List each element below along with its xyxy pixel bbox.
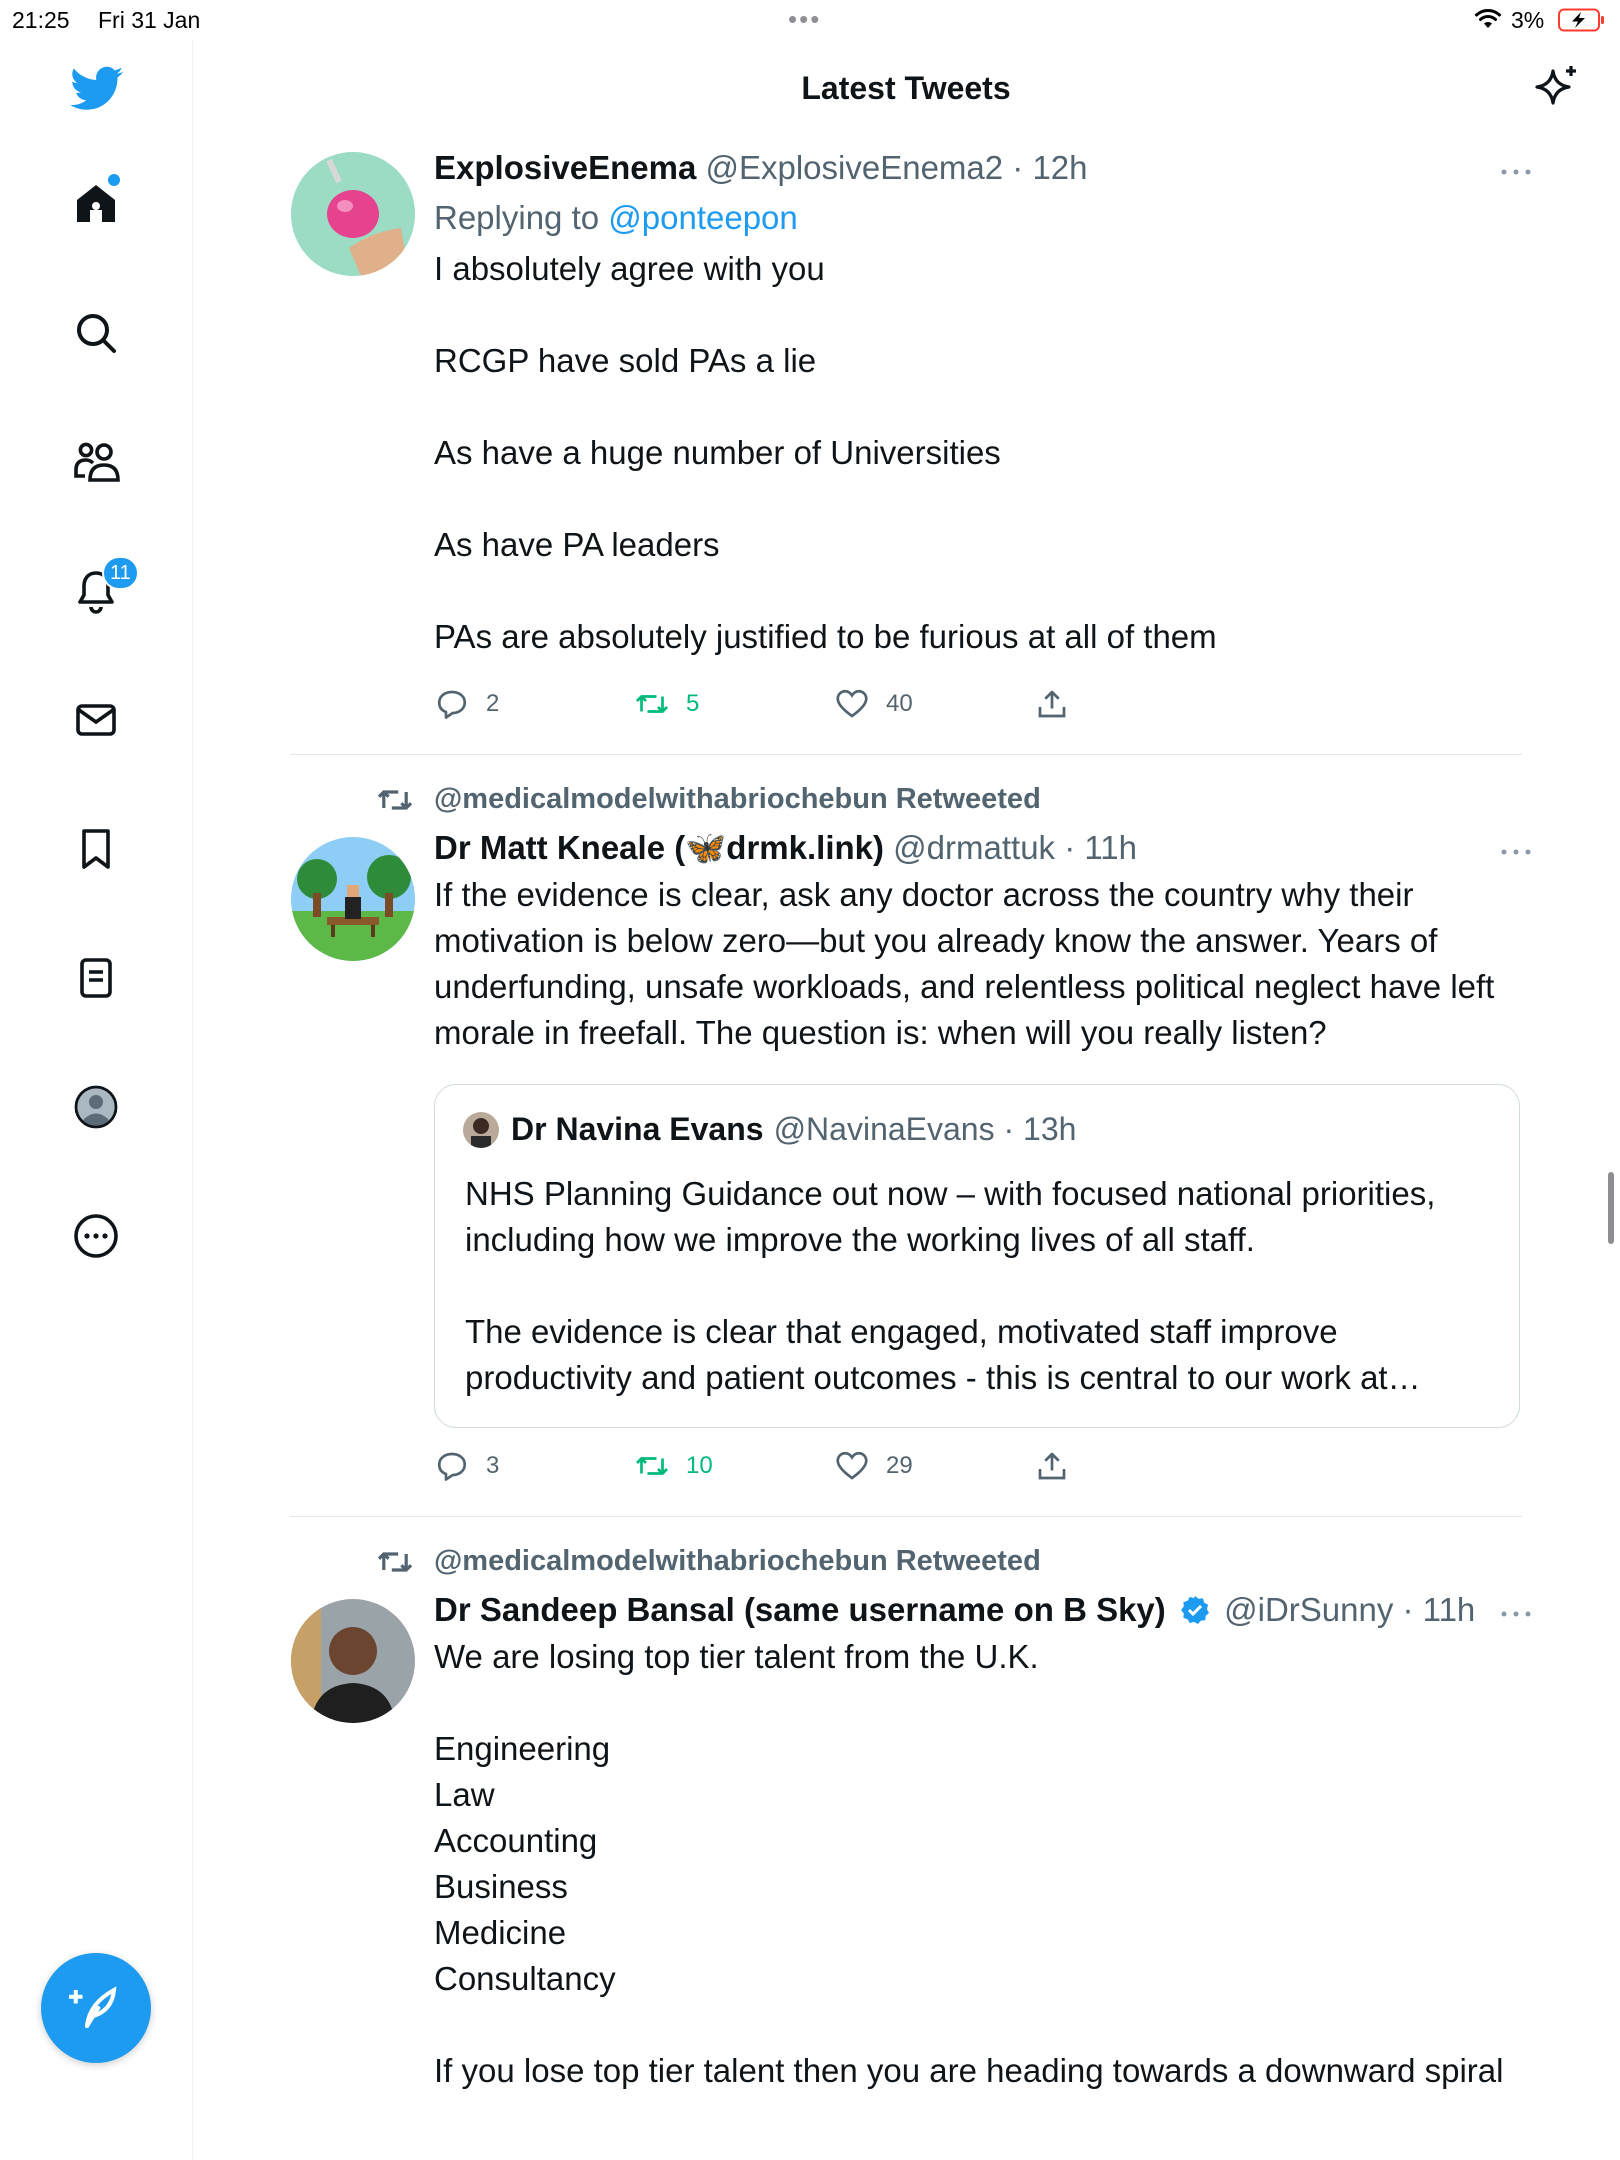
more-circle-icon <box>72 1212 120 1260</box>
reply-button[interactable] <box>434 1446 499 1486</box>
compose-feather-icon <box>69 1981 123 2035</box>
tweet-text: We are losing top tier talent from the U.K. Engineering Law Accounting Business Medicine Consultancy If you lose top tier talent then you are heading towards a downward spiral <box>434 1638 1504 2089</box>
retweeted-by[interactable]: @medicalmodelwithabriochebun Retweeted <box>434 1545 1041 1577</box>
share-icon <box>1034 686 1070 722</box>
replying-to-mention[interactable]: @ponteepon <box>608 199 798 236</box>
reply-count: 2 <box>486 690 500 717</box>
more-options-icon[interactable] <box>1496 162 1536 182</box>
replying-to-label: Replying to <box>434 199 609 236</box>
sidebar-item-bookmarks[interactable] <box>68 821 124 877</box>
avatar[interactable] <box>291 837 415 961</box>
verified-badge-icon <box>1179 1594 1211 1626</box>
like-count: 29 <box>886 1452 913 1479</box>
author-name[interactable]: Dr Matt Kneale (🦋drmk.link) <box>434 829 884 866</box>
status-time: 21:25 <box>12 7 70 33</box>
heart-icon <box>834 1448 870 1484</box>
sidebar <box>0 40 193 2160</box>
retweet-button[interactable] <box>634 1446 713 1486</box>
bookmark-icon <box>72 825 120 873</box>
pixel-park-avatar-icon <box>291 837 415 961</box>
more-options-icon[interactable] <box>1496 842 1536 862</box>
like-count: 40 <box>886 690 913 717</box>
retweet-icon <box>634 686 670 722</box>
battery-percent: 3% <box>1511 7 1545 33</box>
tweet-actions <box>434 1446 1134 1486</box>
notifications-badge: 11 <box>102 556 139 590</box>
sidebar-item-lists[interactable] <box>68 950 124 1006</box>
status-date: Fri 31 Jan <box>98 7 201 33</box>
tweet-text: I absolutely agree with you RCGP have sold PAs a lie As have a huge number of Universities As have PA leaders PAs are absolutely justified to be furious at all of them <box>434 250 1217 655</box>
avatar[interactable] <box>291 1599 415 1723</box>
retweeted-icon <box>374 784 416 816</box>
quoted-author-name: Dr Navina Evans <box>511 1111 764 1147</box>
share-icon <box>1034 1448 1070 1484</box>
enema-bulb-avatar-icon <box>291 152 415 276</box>
sidebar-item-communities[interactable] <box>68 434 124 490</box>
quoted-tweet[interactable] <box>434 1084 1520 1428</box>
retweeted-by[interactable]: @medicalmodelwithabriochebun Retweeted <box>434 783 1041 815</box>
reply-icon <box>434 1448 470 1484</box>
retweet-icon <box>634 1448 670 1484</box>
tweet-text: If the evidence is clear, ask any doctor across the country why their motivation is below zero—but you already know the answer. Years of underfunding, unsafe workloads, and relentless political neglect have left morale in freefall. The question is: when will you really listen? <box>434 876 1495 1051</box>
quoted-avatar <box>463 1112 499 1148</box>
author-name[interactable]: Dr Sandeep Bansal (same username on B Sky) <box>434 1591 1166 1628</box>
twitter-logo-icon[interactable] <box>70 66 124 112</box>
sidebar-item-messages[interactable] <box>68 692 124 748</box>
tweet-divider <box>290 754 1522 755</box>
scrollbar[interactable] <box>1608 1172 1614 1244</box>
author-handle[interactable]: @drmattuk · 11h <box>893 829 1137 866</box>
reply-icon <box>434 686 470 722</box>
battery-icon <box>1558 8 1606 32</box>
mail-icon <box>72 696 120 744</box>
avatar[interactable] <box>291 152 415 276</box>
compose-tweet-button[interactable] <box>41 1953 151 2063</box>
like-button[interactable] <box>834 684 913 724</box>
sidebar-item-profile[interactable] <box>68 1079 124 1135</box>
replying-to <box>434 198 1514 238</box>
tweet-divider <box>290 1516 1522 1517</box>
lists-icon <box>72 954 120 1002</box>
communities-icon <box>72 438 120 486</box>
sidebar-item-more[interactable] <box>68 1208 124 1264</box>
tweet-actions <box>434 684 1134 724</box>
page-title: Latest Tweets <box>801 70 1011 106</box>
share-button[interactable] <box>1034 1446 1086 1486</box>
author-handle[interactable]: @iDrSunny · 11h <box>1224 1591 1476 1628</box>
quoted-tweet-text: NHS Planning Guidance out now – with focused national priorities, including how we improve the working lives of all staff. The evidence is clear that engaged, motivated staff improve productivity and patient outcomes - this is central to our work at… <box>465 1175 1436 1396</box>
tweet-author-line <box>434 148 1514 188</box>
search-icon <box>72 309 120 357</box>
like-button[interactable] <box>834 1446 913 1486</box>
quoted-author-handle: @NavinaEvans · 13h <box>773 1111 1077 1147</box>
home-icon <box>72 180 120 228</box>
author-name[interactable]: ExplosiveEnema <box>434 149 697 186</box>
retweet-button[interactable] <box>634 684 699 724</box>
heart-icon <box>834 686 870 722</box>
sidebar-item-search[interactable] <box>68 305 124 361</box>
multitasking-dots-icon[interactable]: ••• <box>788 4 822 34</box>
quoted-avatar-icon <box>463 1112 499 1148</box>
status-bar <box>0 0 1620 40</box>
more-options-icon[interactable] <box>1496 1604 1536 1624</box>
retweeted-icon <box>374 1546 416 1578</box>
profile-avatar-icon <box>72 1083 120 1131</box>
retweet-count: 5 <box>686 690 700 717</box>
retweet-count: 10 <box>686 1452 713 1479</box>
person-photo-avatar-icon <box>291 1599 415 1723</box>
reply-button[interactable] <box>434 684 499 724</box>
quoted-author-line <box>463 1111 1076 1148</box>
home-unread-dot <box>108 174 120 186</box>
sparkle-icon[interactable] <box>1533 63 1581 111</box>
tweet-author-line <box>434 828 1514 868</box>
wifi-icon <box>1474 8 1502 30</box>
tweet-author-line <box>434 1590 1514 1630</box>
share-button[interactable] <box>1034 684 1086 724</box>
reply-count: 3 <box>486 1452 500 1479</box>
author-handle[interactable]: @ExplosiveEnema2 · 12h <box>705 149 1088 186</box>
